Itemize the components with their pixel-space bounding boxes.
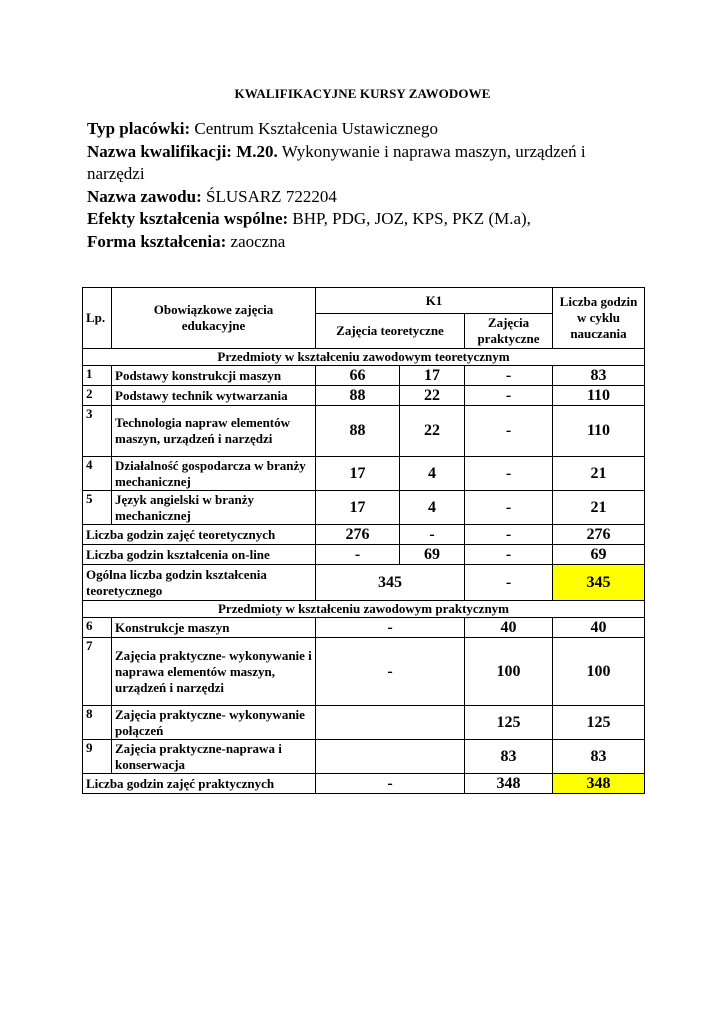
sum-general-theory-total: 345 (316, 565, 465, 601)
section-theory-row (83, 349, 645, 366)
row-total: 110 (553, 406, 645, 457)
row-practice: 100 (465, 638, 553, 706)
sum-practice-row (83, 774, 645, 794)
sum-general-row (83, 565, 645, 601)
row-lp: 5 (83, 491, 112, 525)
sum-online-row (83, 545, 645, 565)
row-subject: Podstawy technik wytwarzania (112, 386, 316, 406)
table-row (83, 638, 645, 706)
table-row (83, 740, 645, 774)
row-lp: 8 (83, 706, 112, 740)
row-theory (316, 740, 465, 774)
info-value: ŚLUSARZ 722204 (206, 186, 337, 206)
row-subject: Zajęcia praktyczne- wykonywanie i naprawa elementów maszyn, urządzeń i narzędzi (112, 638, 316, 706)
sum-online-practice: - (465, 545, 553, 565)
row-theory: - (316, 618, 465, 638)
sum-theory-k1: 276 (316, 525, 400, 545)
info-line-common-effects (87, 208, 647, 231)
hours-table (82, 287, 645, 794)
info-label: Efekty kształcenia wspólne: (87, 209, 289, 228)
row-total: 125 (553, 706, 645, 740)
section-practice: Przedmioty w kształceniu zawodowym praktycznym (83, 601, 645, 618)
sum-online-theory: 69 (400, 545, 465, 565)
sum-online-label: Liczba godzin kształcenia on-line (83, 545, 316, 565)
row-practice: 40 (465, 618, 553, 638)
row-k1: 88 (316, 406, 400, 457)
header-practice: Zajęcia praktyczne (465, 314, 553, 349)
info-label: Typ placówki: (87, 119, 191, 138)
sum-theory-label: Liczba godzin zajęć teoretycznych (83, 525, 316, 545)
header-subjects: Obowiązkowe zajęcia edukacyjne (112, 288, 316, 349)
info-line-institution-type (87, 118, 647, 141)
info-label: Nazwa kwalifikacji: M.20. (87, 141, 278, 161)
info-line-qualification (87, 141, 647, 186)
table-row (83, 406, 645, 457)
row-subject: Zajęcia praktyczne-naprawa i konserwacja (112, 740, 316, 774)
row-theory: - (316, 638, 465, 706)
row-practice: - (465, 491, 553, 525)
row-theory: 17 (400, 366, 465, 386)
row-k1: 17 (316, 457, 400, 491)
info-line-profession (87, 186, 647, 209)
course-info (87, 118, 647, 253)
header-lp: Lp. (83, 288, 112, 349)
sum-online-k1: - (316, 545, 400, 565)
sum-theory-row (83, 525, 645, 545)
row-total: 40 (553, 618, 645, 638)
info-value: Centrum Kształcenia Ustawicznego (194, 119, 438, 138)
header-theory: Zajęcia teoretyczne (316, 314, 465, 349)
row-practice: - (465, 406, 553, 457)
info-label: Forma kształcenia: (87, 231, 227, 251)
row-theory: 22 (400, 406, 465, 457)
row-theory: 4 (400, 457, 465, 491)
table-row (83, 386, 645, 406)
row-k1: 17 (316, 491, 400, 525)
row-theory (316, 706, 465, 740)
header-k1: K1 (316, 288, 553, 314)
row-subject: Technologia napraw elementów maszyn, urządzeń i narzędzi (112, 406, 316, 457)
row-subject: Działalność gospodarcza w branży mechanicznej (112, 457, 316, 491)
info-line-form (87, 231, 647, 254)
sum-general-label: Ogólna liczba godzin kształcenia teoretycznego (83, 565, 316, 601)
row-practice: - (465, 457, 553, 491)
row-lp: 2 (83, 386, 112, 406)
sum-practice-practice: 348 (465, 774, 553, 794)
document-title: KWALIFIKACYJNE KURSY ZAWODOWE (234, 86, 491, 101)
table-row (83, 366, 645, 386)
row-practice: 83 (465, 740, 553, 774)
row-lp: 1 (83, 366, 112, 386)
table-row (83, 706, 645, 740)
section-theory: Przedmioty w kształceniu zawodowym teoretycznym (83, 349, 645, 366)
sum-practice-total: 348 (553, 774, 645, 794)
sum-theory-practice: - (465, 525, 553, 545)
row-practice: - (465, 366, 553, 386)
sum-practice-theory: - (316, 774, 465, 794)
row-theory: 4 (400, 491, 465, 525)
info-value: Wykonywanie i naprawa maszyn, urządzeń i narzędzi (87, 141, 586, 183)
row-subject: Zajęcia praktyczne- wykonywanie połączeń (112, 706, 316, 740)
row-practice: - (465, 386, 553, 406)
row-practice: 125 (465, 706, 553, 740)
row-lp: 6 (83, 618, 112, 638)
info-value: zaoczna (230, 231, 286, 251)
sum-theory-theory: - (400, 525, 465, 545)
row-lp: 3 (83, 406, 112, 457)
row-subject: Konstrukcje maszyn (112, 618, 316, 638)
row-total: 83 (553, 366, 645, 386)
table-row (83, 491, 645, 525)
info-label: Nazwa zawodu: (87, 186, 202, 206)
sum-general-practice: - (465, 565, 553, 601)
row-lp: 7 (83, 638, 112, 706)
row-total: 110 (553, 386, 645, 406)
sum-theory-total: 276 (553, 525, 645, 545)
sum-practice-label: Liczba godzin zajęć praktycznych (83, 774, 316, 794)
row-total: 100 (553, 638, 645, 706)
row-lp: 4 (83, 457, 112, 491)
sum-general-total: 345 (553, 565, 645, 601)
info-value: BHP, PDG, JOZ, KPS, PKZ (M.a), (292, 209, 531, 228)
section-practice-row (83, 601, 645, 618)
header-total: Liczba godzin w cyklu nauczania (553, 288, 645, 349)
header-row (83, 288, 645, 314)
row-lp: 9 (83, 740, 112, 774)
row-subject: Podstawy konstrukcji maszyn (112, 366, 316, 386)
row-k1: 66 (316, 366, 400, 386)
row-k1: 88 (316, 386, 400, 406)
table-row (83, 457, 645, 491)
row-theory: 22 (400, 386, 465, 406)
row-subject: Język angielski w branży mechanicznej (112, 491, 316, 525)
sum-online-total: 69 (553, 545, 645, 565)
row-total: 83 (553, 740, 645, 774)
table-row (83, 618, 645, 638)
row-total: 21 (553, 491, 645, 525)
row-total: 21 (553, 457, 645, 491)
